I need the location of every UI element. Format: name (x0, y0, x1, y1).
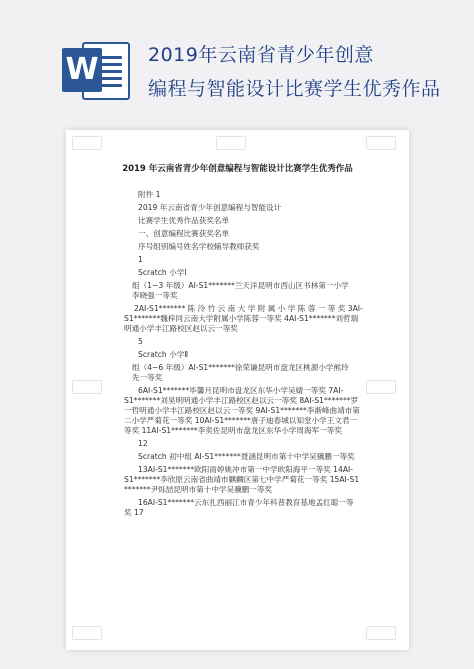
body-line: 一哲明通小学丰江路校区赵以云一等奖 9AI-S1*******李渐峰曲靖市第 (124, 406, 360, 415)
body-line: 等奖 11AI-S1*******李奕佐昆明市盘龙区东华小学周海军一等奖 (124, 426, 342, 435)
word-document-icon (62, 38, 126, 100)
body-line: 组（4~6 年级）AI-S1*******徐荣谦昆明市盘龙区桃源小学熊玲 (132, 363, 349, 372)
watermark (72, 380, 102, 394)
body-line: 12 (138, 439, 148, 448)
page-title-line-2: 编程与智能设计比赛学生优秀作品 (148, 78, 441, 100)
watermark (366, 626, 396, 640)
body-line: 二小学严菊花一等奖 10AI-S1*******唐子迪春城以知堂小学王文君一 (124, 416, 358, 425)
body-line: 明通小学丰江路校区赵以云一等奖 (124, 324, 238, 333)
body-line: 附件 1 (138, 190, 161, 199)
body-line: Scratch 小学Ⅰ (138, 268, 187, 277)
body-line: Scratch 初中组 AI-S1*******聂涵昆明市第十中学吴骥鹏一等奖 (138, 452, 355, 461)
body-line: 13AI-S1*******欧阳雨婷姚冲市第一中学欧阳海平一等奖 14AI- (138, 465, 354, 474)
document-page (66, 130, 409, 650)
body-line: 16AI-S1*******云东扎西丽江市青少年科普教育基地孟红聪一等 (138, 498, 354, 507)
page-title-line-1: 2019年云南省青少年创意 (148, 44, 374, 66)
body-line: 2AI-S1******* 陈 泠 竹 云 南 大 学 附 属 小 学 陈 蓉 一 等 奖 3AI- (134, 304, 363, 313)
body-line: 序号组别编号姓名学校辅导教师获奖 (138, 242, 260, 251)
header (0, 0, 474, 128)
watermark (366, 136, 396, 150)
body-line: 1 (138, 255, 143, 264)
watermark (216, 136, 246, 150)
watermark (72, 626, 102, 640)
body-line: S1*******刘昊明明通小学丰江路校区赵以云一等奖 8AI-S1*******罗 (124, 396, 359, 405)
body-line: 先一等奖 (132, 373, 163, 382)
document-body (124, 190, 370, 518)
body-line: Scratch 小学Ⅱ (138, 350, 189, 359)
body-line: 李晓强一等奖 (132, 291, 178, 300)
body-line: *******尹烁喆昆明市第十中学吴骥鹏一等奖 (124, 485, 273, 494)
watermark (72, 136, 102, 150)
body-line: 奖 17 (124, 508, 144, 517)
body-line: 6AI-S1*******毕馨月昆明市盘龙区东华小学吴婧一等奖 7AI- (138, 386, 344, 395)
body-line: 比赛学生优秀作品获奖名单 (138, 216, 230, 225)
word-badge: W (62, 48, 102, 92)
body-line: 2019 年云南省青少年创意编程与智能设计 (138, 203, 282, 212)
watermark (366, 380, 396, 394)
body-line: 一、创意编程比赛获奖名单 (138, 229, 230, 238)
body-line: 组（1~3 年级）AI-S1*******兰天洋昆明市西山区书林第一小学 (132, 281, 349, 290)
document-title: 2019 年云南省青少年创意编程与智能设计比赛学生优秀作品 (122, 164, 353, 174)
body-line: S1*******魏梓同云南大学附属小学陈蓉一等奖 4AI-S1*******刘哲瑞 (124, 314, 359, 323)
body-line: 5 (138, 337, 143, 346)
body-line: S1*******李欣原云南省曲靖市麒麟区第七中学严菊花一等奖 15AI-S1 (124, 475, 360, 484)
